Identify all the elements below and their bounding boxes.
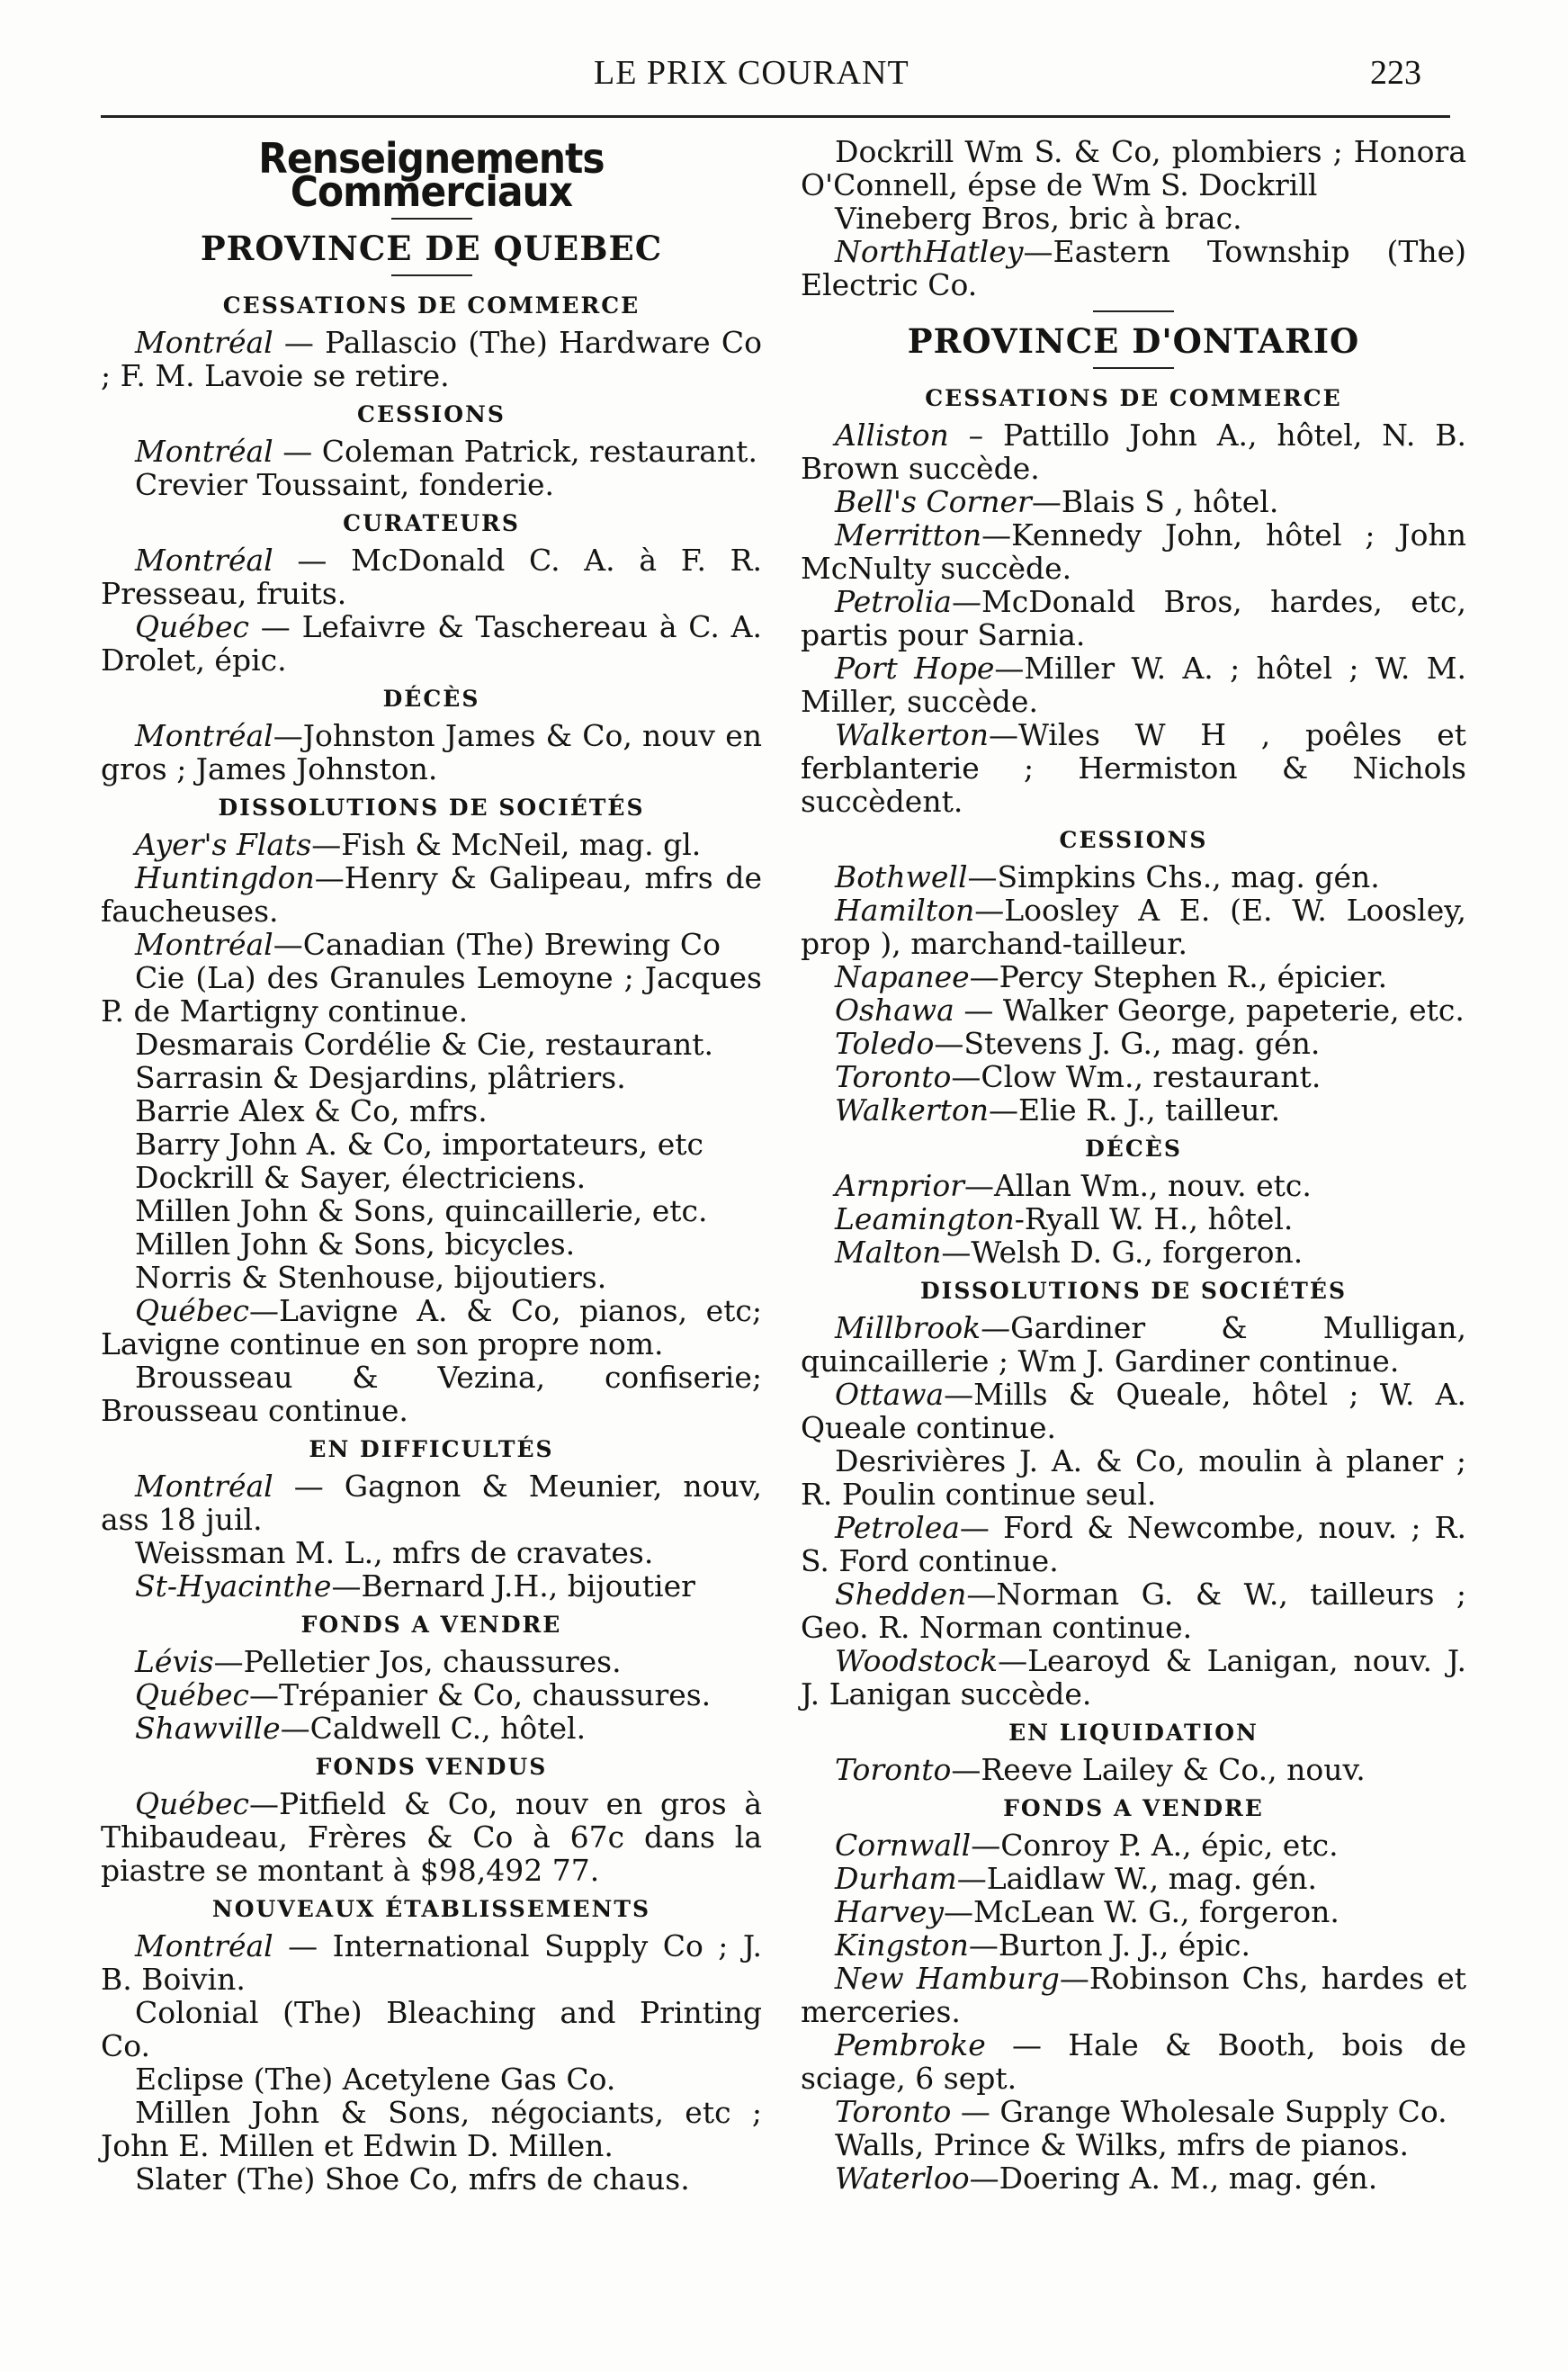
- entry-place: Montréal: [135, 718, 273, 753]
- entry: [801, 1962, 1466, 2028]
- entry-text: —Stevens J. G., mag. gén.: [934, 1026, 1321, 1061]
- entry-place: Walkerton: [835, 717, 989, 752]
- section-heading: CESSATIONS DE COMMERCE: [925, 385, 1342, 411]
- entry: [801, 1235, 1466, 1269]
- entry: [101, 1128, 762, 1161]
- entry-text: Desmarais Cordélie & Cie, restaurant.: [135, 1027, 714, 1062]
- entry-place: Ottawa: [835, 1377, 945, 1412]
- entry: [801, 418, 1466, 485]
- entry-text: —Mills & Queale, hôtel ; W. A. Queale continue.: [801, 1377, 1466, 1445]
- entry: [101, 2162, 762, 2196]
- section-heading: FONDS VENDUS: [315, 1754, 548, 1780]
- title-rule: [391, 218, 472, 220]
- entry: [801, 1644, 1466, 1711]
- entry-place: New Hamburg: [835, 1961, 1060, 1996]
- entry-text: —Blais S , hôtel.: [1031, 484, 1279, 519]
- entry: [101, 1361, 762, 1427]
- entry: [801, 1311, 1466, 1378]
- entry-place: Port Hope: [835, 651, 995, 686]
- section-heading: DISSOLUTIONS DE SOCIÉTÉS: [218, 795, 645, 821]
- entry-place: Montréal: [135, 325, 273, 360]
- entry: [801, 518, 1466, 585]
- entry-text: Millen John & Sons, quincaillerie, etc.: [135, 1193, 708, 1228]
- entry: [801, 1928, 1466, 1962]
- entry-text: —Norman G. & W., tailleurs ; Geo. R. Norman continue.: [801, 1577, 1466, 1645]
- section-heading: FONDS A VENDRE: [1003, 1795, 1264, 1821]
- entry-text: —Burton J. J., épic.: [968, 1927, 1251, 1963]
- entry: [101, 1227, 762, 1261]
- entry-text: Colonial (The) Bleaching and Printing Co.: [101, 1995, 762, 2063]
- entry-place: Merritton: [835, 517, 982, 553]
- entry: [101, 2096, 762, 2162]
- entry-text: — Hale & Booth, bois de sciage, 6 sept.: [801, 2027, 1466, 2096]
- entry-place: Leamington: [835, 1201, 1015, 1236]
- section-heading: CESSATIONS DE COMMERCE: [222, 292, 641, 319]
- entry-place: Durham: [835, 1861, 957, 1896]
- entry-text: – Pattillo John A., hôtel, N. B. Brown succède.: [801, 418, 1466, 486]
- entry: [801, 1027, 1466, 1060]
- entry: [101, 435, 762, 468]
- entry-place: Toronto: [835, 1752, 952, 1787]
- entry-text: Crevier Toussaint, fonderie.: [135, 467, 555, 502]
- province-heading-ontario: PROVINCE D'ONTARIO: [907, 321, 1360, 361]
- entry-place: Shedden: [835, 1577, 967, 1612]
- entry-place: Alliston: [835, 418, 949, 453]
- entry-text: —Allan Wm., nouv. etc.: [963, 1168, 1312, 1203]
- entry-place: Montréal: [135, 1469, 273, 1504]
- entry-text: —Reeve Lailey & Co., nouv.: [951, 1752, 1366, 1787]
- entry-text: —Elie R. J., tailleur.: [988, 1092, 1281, 1128]
- right-sections: [801, 382, 1466, 2195]
- entry-text: Walls, Prince & Wilks, mfrs de pianos.: [835, 2127, 1410, 2162]
- entry-place: Hamilton: [835, 893, 975, 928]
- entry-text: Barry John A. & Co, importateurs, etc: [135, 1127, 704, 1162]
- header-rule: [101, 115, 1450, 118]
- province-heading-quebec: PROVINCE DE QUEBEC: [200, 229, 663, 268]
- entry: [101, 1469, 762, 1536]
- section-heading: NOUVEAUX ÉTABLISSEMENTS: [211, 1896, 651, 1922]
- entry-place: Malton: [835, 1235, 942, 1270]
- entry-place: Huntingdon: [135, 860, 315, 895]
- entry: [101, 544, 762, 610]
- entry-text: Cie (La) des Granules Lemoyne ; Jacques P. de Martigny continue.: [101, 960, 762, 1029]
- intro-rule: [1093, 310, 1174, 312]
- section-heading: DISSOLUTIONS DE SOCIÉTÉS: [919, 1278, 1348, 1304]
- entry-place: Québec: [135, 1293, 249, 1328]
- entry: [101, 326, 762, 392]
- entry-text: — Walker George, papeterie, etc.: [954, 993, 1465, 1028]
- entry: [101, 2062, 762, 2096]
- province-rule: [1093, 367, 1174, 369]
- entry-place: Napanee: [835, 959, 970, 994]
- entry-place: Pembroke: [835, 2027, 986, 2062]
- entry: [101, 1094, 762, 1128]
- entry: [801, 960, 1466, 993]
- entry-text: —Pitfield & Co, nouv en gros à Thibaudeau, Frères & Co à 67c dans la piastre se montant à $98,492 77.: [101, 1786, 762, 1888]
- entry-text: —Canadian (The) Brewing Co: [273, 927, 721, 962]
- left-column: [101, 135, 762, 2196]
- entry: [801, 1511, 1466, 1577]
- left-sections: [101, 289, 762, 2196]
- entry-place: Montréal: [135, 1928, 273, 1963]
- entry-text: —Learoyd & Lanigan, nouv. J. J. Lanigan succède.: [801, 1643, 1466, 1712]
- entry-text: —Simpkins Chs., mag. gén.: [967, 859, 1380, 894]
- entry-text: Dockrill Wm S. & Co, plombiers ; Honora O'Connell, épse de Wm S. Dockrill: [801, 134, 1466, 202]
- entry-place: Bothwell: [835, 859, 968, 894]
- entry: [801, 135, 1466, 202]
- entry-text: —Fish & McNeil, mag. gl.: [311, 827, 702, 862]
- entry: [101, 1294, 762, 1361]
- entry: [101, 1929, 762, 1996]
- entry-text: —Clow Wm., restaurant.: [951, 1059, 1322, 1094]
- entry: [101, 1569, 762, 1603]
- entry-text: —Wiles W H , poêles et ferblanterie ; Hermiston & Nichols succèdent.: [801, 717, 1466, 819]
- entry-place: Harvey: [835, 1894, 945, 1929]
- entry: [101, 828, 762, 861]
- entry: [801, 1060, 1466, 1093]
- entry: [801, 1378, 1466, 1444]
- entry-place: Ayer's Flats: [135, 827, 312, 862]
- entry-text: —Laidlaw W., mag. gén.: [956, 1861, 1318, 1896]
- entry: [801, 1169, 1466, 1202]
- entry-text: —McLean W. G., forgeron.: [944, 1894, 1340, 1929]
- entry-text: — Lefaivre & Taschereau à C. A. Drolet, épic.: [101, 609, 762, 678]
- entry-text: Brousseau & Vezina, confiserie; Brousseau continue.: [101, 1360, 762, 1428]
- entry-place: Petrolia: [835, 584, 952, 619]
- entry: [801, 1895, 1466, 1928]
- entry: [801, 2028, 1466, 2095]
- entry-place: Walkerton: [835, 1092, 989, 1128]
- section-heading: EN LIQUIDATION: [1008, 1720, 1259, 1746]
- entry: [801, 1577, 1466, 1644]
- entry-text: —Gardiner & Mulligan, quincaillerie ; Wm J. Gardiner continue.: [801, 1310, 1466, 1379]
- entry-text: —McDonald Bros, hardes, etc, partis pour Sarnia.: [801, 584, 1466, 652]
- right-intro-entries: [801, 135, 1466, 301]
- section-heading: CESSIONS: [1059, 827, 1208, 853]
- entry: [801, 718, 1466, 818]
- entry-text: -Ryall W. H., hôtel.: [1014, 1201, 1294, 1236]
- entry-place: Montréal: [135, 434, 273, 469]
- section-heading: CESSIONS: [357, 401, 506, 427]
- section-heading: EN DIFFICULTÉS: [309, 1436, 554, 1462]
- entry: [801, 1093, 1466, 1127]
- entry-place: Toronto: [835, 2094, 952, 2129]
- entry-place: Woodstock: [835, 1643, 999, 1678]
- entry: [801, 894, 1466, 960]
- entry-text: Dockrill & Sayer, électriciens.: [135, 1160, 587, 1195]
- entry-text: Sarrasin & Desjardins, plâtriers.: [135, 1060, 626, 1095]
- entry-text: — International Supply Co ; J. B. Boivin.: [101, 1928, 762, 1997]
- entry: [101, 719, 762, 786]
- entry-place: Lévis: [135, 1644, 214, 1679]
- entry: [801, 993, 1466, 1027]
- entry: [801, 1444, 1466, 1511]
- right-column: [801, 135, 1466, 2195]
- entry: [801, 651, 1466, 718]
- entry-text: —Henry & Galipeau, mfrs de faucheuses.: [101, 860, 762, 929]
- entry-place: Oshawa: [835, 993, 954, 1028]
- entry-text: Millen John & Sons, négociants, etc ; John E. Millen et Edwin D. Millen.: [101, 2095, 762, 2163]
- entry: [101, 1194, 762, 1227]
- entry-text: —Loosley A E. (E. W. Loosley, prop ), marchand-tailleur.: [801, 893, 1466, 961]
- entry-place: St-Hyacinthe: [135, 1568, 332, 1604]
- entry: [101, 1787, 762, 1887]
- entry-place: Waterloo: [835, 2161, 970, 2196]
- entry-text: Norris & Stenhouse, bijoutiers.: [135, 1260, 607, 1295]
- entry: [801, 2161, 1466, 2195]
- entry: [101, 1536, 762, 1569]
- entry-text: —Trépanier & Co, chaussures.: [248, 1677, 712, 1712]
- entry-text: —Eastern Township (The) Electric Co.: [801, 234, 1466, 302]
- entry-text: Slater (The) Shoe Co, mfrs de chaus.: [135, 2161, 690, 2197]
- entry-text: —Conroy P. A., épic, etc.: [971, 1828, 1339, 1863]
- entry-text: — McDonald C. A. à F. R. Presseau, fruits.: [101, 543, 762, 611]
- entry-place: Québec: [135, 1786, 249, 1821]
- entry: [801, 585, 1466, 651]
- entry-text: Desrivières J. A. & Co, moulin à planer ; R. Poulin continue seul.: [801, 1443, 1466, 1512]
- entry-place: Bell's Corner: [835, 484, 1032, 519]
- entry: [101, 1996, 762, 2062]
- entry-text: — Grange Wholesale Supply Co.: [951, 2094, 1447, 2129]
- entry: [801, 202, 1466, 235]
- entry: [801, 235, 1466, 301]
- entry: [101, 1645, 762, 1678]
- entry-place: NorthHatley: [835, 234, 1024, 269]
- entry-text: —Bernard J.H., bijoutier: [331, 1568, 695, 1604]
- entry-place: Toledo: [835, 1026, 935, 1061]
- entry-text: Weissman M. L., mfrs de cravates.: [135, 1535, 654, 1570]
- entry: [101, 1712, 762, 1745]
- entry-text: Barrie Alex & Co, mfrs.: [135, 1093, 488, 1128]
- entry: [101, 1678, 762, 1712]
- page-number: 223: [1370, 54, 1421, 92]
- entry-text: — Pallascio (The) Hardware Co ; F. M. Lavoie se retire.: [101, 325, 762, 393]
- entry: [801, 485, 1466, 518]
- entry-text: —Percy Stephen R., épicier.: [969, 959, 1388, 994]
- entry-place: Petrolea: [835, 1510, 960, 1545]
- entry-text: — Gagnon & Meunier, nouv, ass 18 juil.: [101, 1469, 762, 1537]
- entry: [801, 1828, 1466, 1862]
- entry-text: — Coleman Patrick, restaurant.: [273, 434, 757, 469]
- entry-place: Arnprior: [835, 1168, 964, 1203]
- entry: [801, 1862, 1466, 1895]
- entry: [101, 928, 762, 961]
- entry-place: Toronto: [835, 1059, 952, 1094]
- entry-text: Eclipse (The) Acetylene Gas Co.: [135, 2062, 616, 2097]
- entry-text: —Welsh D. G., forgeron.: [941, 1235, 1304, 1270]
- section-heading: CURATEURS: [343, 510, 520, 536]
- entry: [101, 961, 762, 1028]
- entry: [801, 2128, 1466, 2161]
- entry: [101, 610, 762, 677]
- entry-text: —Kennedy John, hôtel ; John McNulty succède.: [801, 517, 1466, 586]
- entry-place: Québec: [135, 609, 249, 644]
- entry: [101, 468, 762, 501]
- entry-place: Montréal: [135, 543, 273, 578]
- section-main-title: Renseignements Commerciaux: [258, 134, 605, 216]
- entry: [101, 1161, 762, 1194]
- section-heading: FONDS A VENDRE: [300, 1612, 562, 1638]
- page-header: [99, 49, 1439, 103]
- entry-text: —Caldwell C., hôtel.: [280, 1711, 587, 1746]
- section-heading: DÉCÈS: [382, 686, 480, 712]
- running-title: LE PRIX COURANT: [594, 54, 909, 92]
- entry-text: —Pelletier Jos, chaussures.: [213, 1644, 622, 1679]
- entry-text: —Robinson Chs, hardes et merceries.: [801, 1961, 1466, 2029]
- province-rule: [391, 274, 472, 276]
- entry-place: Kingston: [835, 1927, 969, 1963]
- entry: [801, 1202, 1466, 1235]
- entry: [101, 861, 762, 928]
- entry: [101, 1028, 762, 1061]
- entry: [801, 2095, 1466, 2128]
- entry: [101, 1261, 762, 1294]
- entry-text: —Lavigne A. & Co, pianos, etc; Lavigne continue en son propre nom.: [101, 1293, 762, 1361]
- entry: [801, 860, 1466, 894]
- entry-place: Montréal: [135, 927, 273, 962]
- entry-place: Millbrook: [835, 1310, 981, 1345]
- entry-text: Vineberg Bros, bric à brac.: [835, 201, 1242, 236]
- entry: [801, 1753, 1466, 1786]
- section-heading: DÉCÈS: [1085, 1136, 1182, 1162]
- entry-place: Québec: [135, 1677, 249, 1712]
- entry-place: Cornwall: [835, 1828, 972, 1863]
- entry-text: —Miller W. A. ; hôtel ; W. M. Miller, succède.: [801, 651, 1466, 719]
- entry-text: Millen John & Sons, bicycles.: [135, 1226, 576, 1262]
- entry-text: — Ford & Newcombe, nouv. ; R. S. Ford continue.: [801, 1510, 1466, 1578]
- entry: [101, 1061, 762, 1094]
- entry-place: Shawville: [135, 1711, 281, 1746]
- entry-text: —Doering A. M., mag. gén.: [969, 2161, 1378, 2196]
- entry-text: —Johnston James & Co, nouv en gros ; James Johnston.: [101, 718, 762, 786]
